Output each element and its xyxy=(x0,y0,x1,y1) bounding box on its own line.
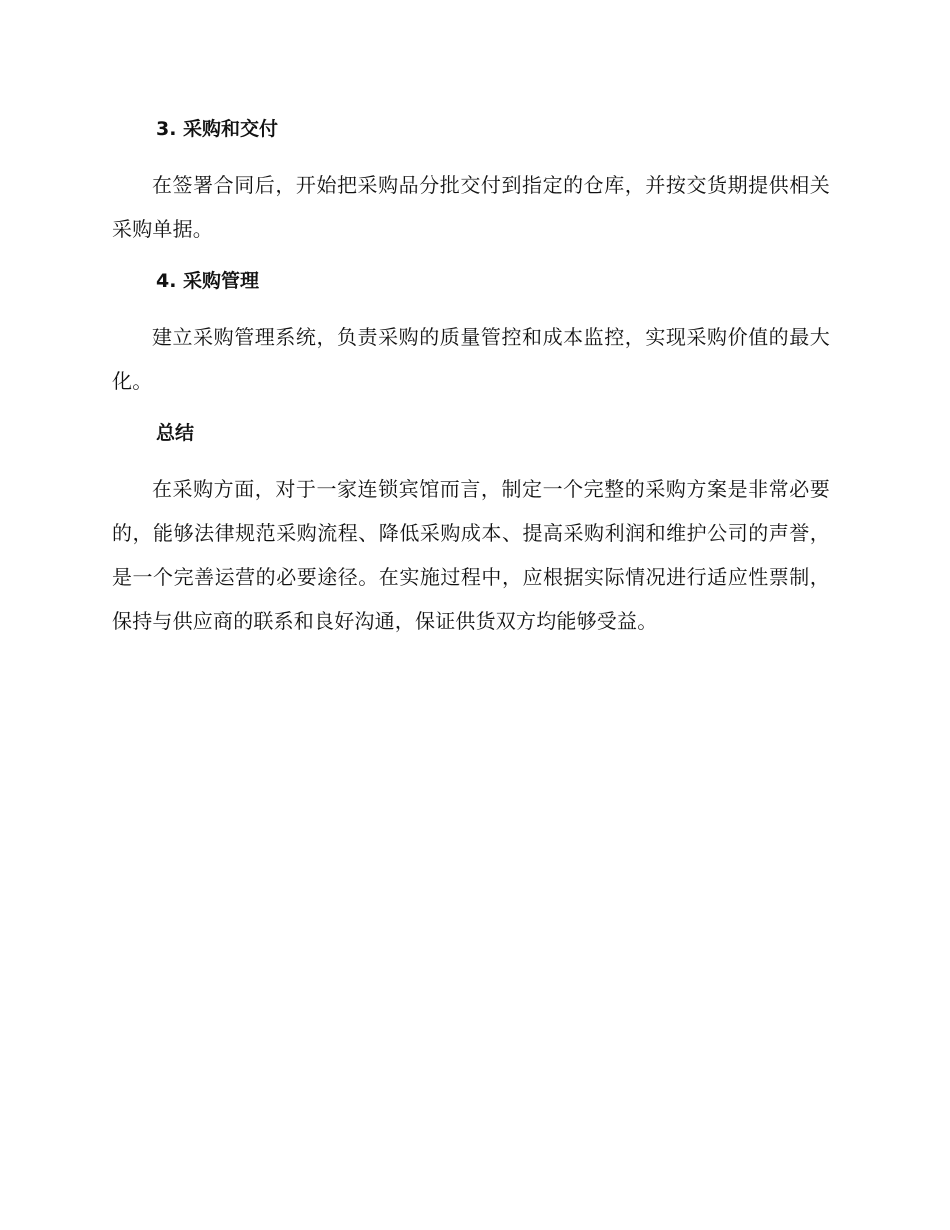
section-heading-summary: 总结 xyxy=(156,422,195,444)
section-heading-purchase-delivery: 3. 采购和交付 xyxy=(156,118,279,140)
section-paragraph-purchase-delivery: 在签署合同后，开始把采购品分批交付到指定的仓库，并按交货期提供相关采购单据。 xyxy=(112,173,830,241)
section-heading-purchase-management: 4. 采购管理 xyxy=(156,270,260,292)
section-paragraph-purchase-management: 建立采购管理系统，负责采购的质量管控和成本监控，实现采购价值的最大化。 xyxy=(112,325,830,393)
section-paragraph-summary: 在采购方面，对于一家连锁宾馆而言，制定一个完整的采购方案是非常必要的，能够法律规范采购流程、降低采购成本、提高采购利润和维护公司的声誉，是一个完善运营的必要途径。在实施过程中，应根据实际情况进行适应性票制，保持与供应商的联系和良好沟通，保证供货双方均能够受益。 xyxy=(112,477,830,633)
document-body xyxy=(112,113,830,657)
